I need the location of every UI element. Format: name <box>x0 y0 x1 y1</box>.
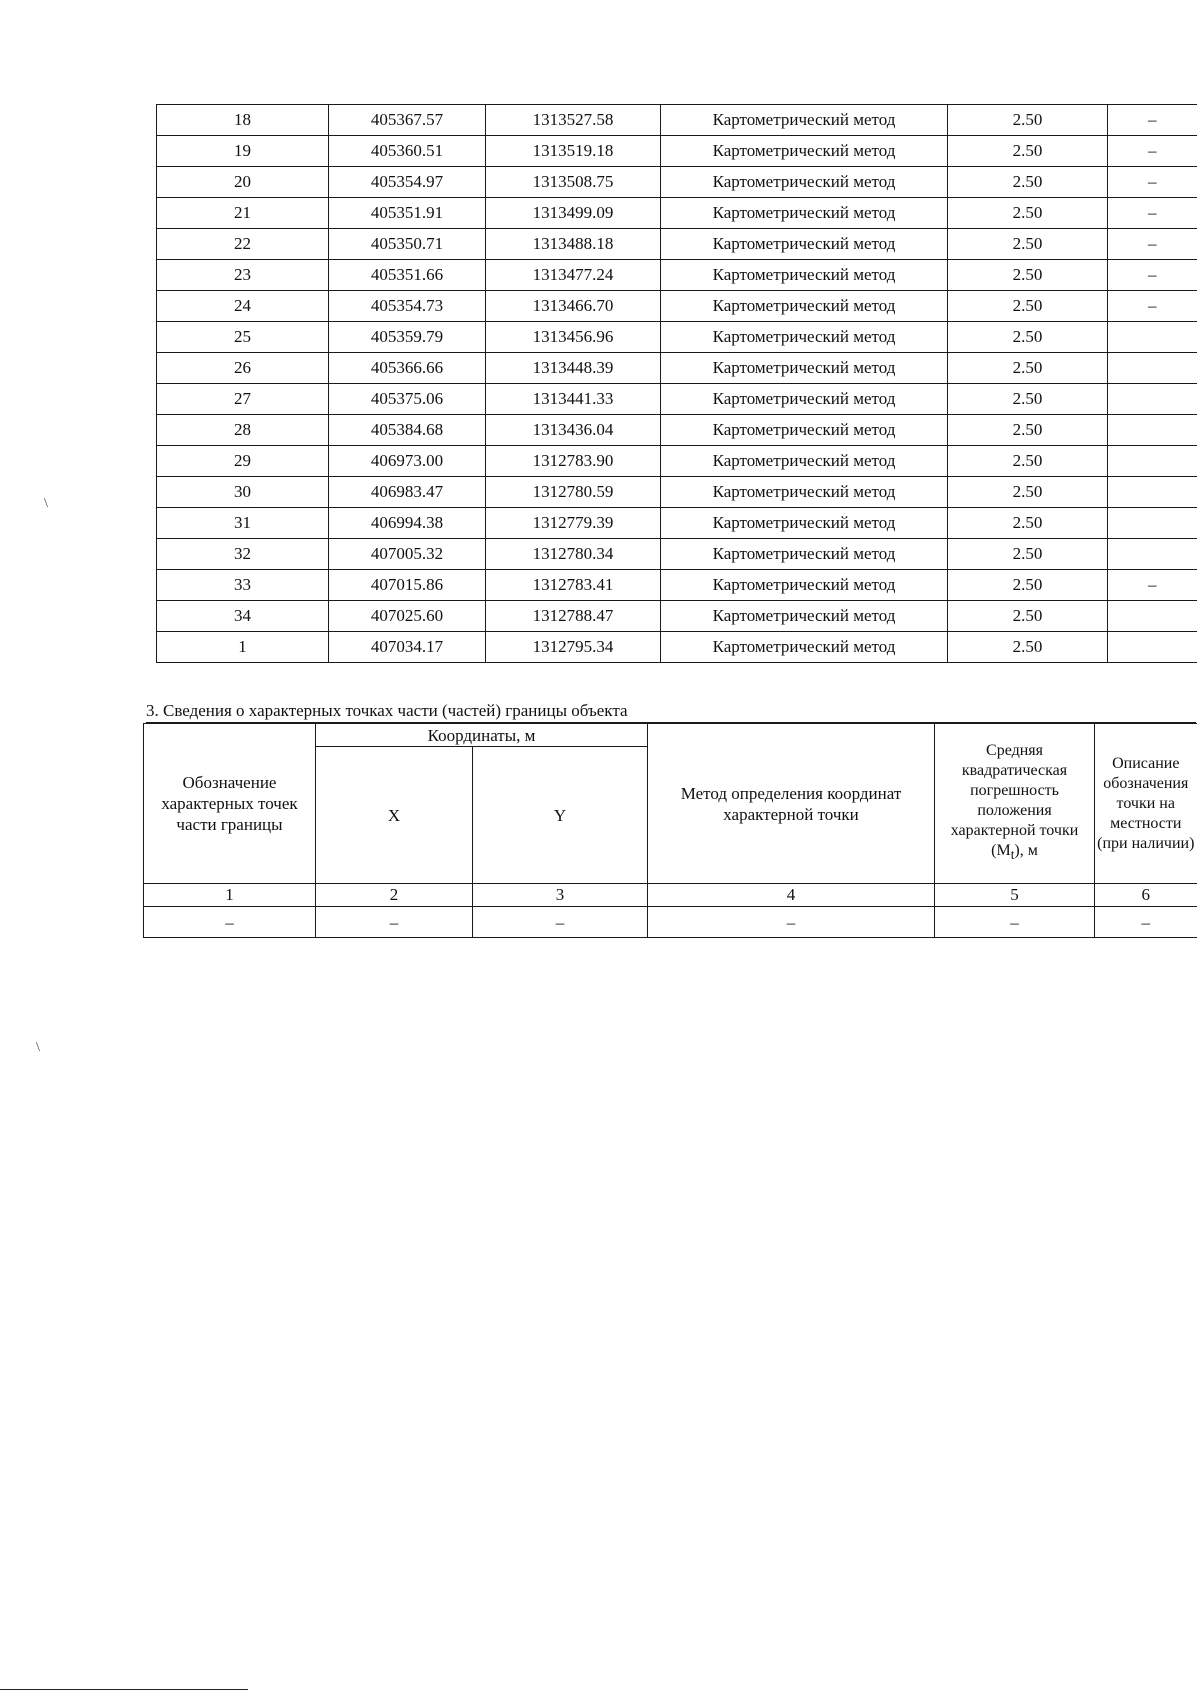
table-row <box>157 198 1197 229</box>
table-row <box>157 260 1197 291</box>
error-cell: 2.50 <box>948 136 1108 167</box>
y-coordinate-cell: 1312780.34 <box>486 539 661 570</box>
table-row <box>157 415 1197 446</box>
error-cell: 2.50 <box>948 539 1108 570</box>
table-row <box>157 136 1197 167</box>
empty-cell: – <box>316 907 473 938</box>
y-coordinate-cell: 1312779.39 <box>486 508 661 539</box>
method-cell: Картометрический метод <box>661 384 948 415</box>
header-error-text: Средняя квадратическая погрешность положения характерной точки (M <box>950 742 1079 860</box>
empty-cell: – <box>1095 907 1197 938</box>
point-number-cell: 23 <box>157 260 329 291</box>
method-cell: Картометрический метод <box>661 353 948 384</box>
method-cell: Картометрический метод <box>661 322 948 353</box>
boundary-points-table <box>156 104 1197 663</box>
point-number-cell: 20 <box>157 167 329 198</box>
section-3-title: 3. Сведения о характерных точках части (частей) границы объекта <box>146 700 1196 723</box>
header-mean-square-error <box>935 724 1095 884</box>
y-coordinate-cell: 1312795.34 <box>486 632 661 663</box>
error-cell: 2.50 <box>948 322 1108 353</box>
method-cell: Картометрический метод <box>661 415 948 446</box>
x-coordinate-cell: 405360.51 <box>329 136 486 167</box>
description-cell: – <box>1108 260 1197 291</box>
description-cell <box>1108 322 1197 353</box>
description-cell: – <box>1108 291 1197 322</box>
x-coordinate-cell: 407005.32 <box>329 539 486 570</box>
x-coordinate-cell: 405384.68 <box>329 415 486 446</box>
x-coordinate-cell: 405359.79 <box>329 322 486 353</box>
y-coordinate-cell: 1313499.09 <box>486 198 661 229</box>
point-number-cell: 22 <box>157 229 329 260</box>
method-cell: Картометрический метод <box>661 229 948 260</box>
x-coordinate-cell: 405367.57 <box>329 105 486 136</box>
table-row <box>157 291 1197 322</box>
point-number-cell: 25 <box>157 322 329 353</box>
y-coordinate-cell: 1313441.33 <box>486 384 661 415</box>
table-row <box>157 539 1197 570</box>
point-number-cell: 34 <box>157 601 329 632</box>
header-designation: Обозначение характерных точек части границы <box>144 724 316 884</box>
y-coordinate-cell: 1312783.90 <box>486 446 661 477</box>
empty-data-row <box>144 907 1197 938</box>
method-cell: Картометрический метод <box>661 508 948 539</box>
x-coordinate-cell: 405350.71 <box>329 229 486 260</box>
error-cell: 2.50 <box>948 105 1108 136</box>
x-coordinate-cell: 406983.47 <box>329 477 486 508</box>
description-cell <box>1108 601 1197 632</box>
method-cell: Картометрический метод <box>661 167 948 198</box>
header-y: Y <box>473 747 648 884</box>
x-coordinate-cell: 405351.91 <box>329 198 486 229</box>
method-cell: Картометрический метод <box>661 632 948 663</box>
empty-cell: – <box>473 907 648 938</box>
description-cell <box>1108 415 1197 446</box>
method-cell: Картометрический метод <box>661 477 948 508</box>
description-cell <box>1108 446 1197 477</box>
table-row <box>157 477 1197 508</box>
column-number: 2 <box>316 884 473 907</box>
error-cell: 2.50 <box>948 260 1108 291</box>
y-coordinate-cell: 1313508.75 <box>486 167 661 198</box>
method-cell: Картометрический метод <box>661 539 948 570</box>
error-cell: 2.50 <box>948 601 1108 632</box>
error-cell: 2.50 <box>948 508 1108 539</box>
error-cell: 2.50 <box>948 632 1108 663</box>
column-number: 6 <box>1095 884 1197 907</box>
header-x: X <box>316 747 473 884</box>
header-method: Метод определения координат характерной точки <box>648 724 935 884</box>
y-coordinate-cell: 1312788.47 <box>486 601 661 632</box>
x-coordinate-cell: 407015.86 <box>329 570 486 601</box>
point-number-cell: 33 <box>157 570 329 601</box>
x-coordinate-cell: 405354.73 <box>329 291 486 322</box>
column-number: 4 <box>648 884 935 907</box>
table-row <box>157 322 1197 353</box>
table-row <box>157 229 1197 260</box>
error-cell: 2.50 <box>948 353 1108 384</box>
header-error-unit: ), м <box>1014 842 1038 860</box>
y-coordinate-cell: 1313488.18 <box>486 229 661 260</box>
description-cell: – <box>1108 570 1197 601</box>
description-cell: – <box>1108 136 1197 167</box>
description-cell: – <box>1108 167 1197 198</box>
method-cell: Картометрический метод <box>661 291 948 322</box>
column-number: 1 <box>144 884 316 907</box>
y-coordinate-cell: 1313448.39 <box>486 353 661 384</box>
point-number-cell: 26 <box>157 353 329 384</box>
boundary-points-body <box>157 105 1197 663</box>
x-coordinate-cell: 405375.06 <box>329 384 486 415</box>
point-number-cell: 31 <box>157 508 329 539</box>
column-numbers-row <box>144 884 1197 907</box>
header-description: Описание обозначения точки на местности (при наличии) <box>1095 724 1197 884</box>
x-coordinate-cell: 407034.17 <box>329 632 486 663</box>
point-number-cell: 32 <box>157 539 329 570</box>
method-cell: Картометрический метод <box>661 260 948 291</box>
boundary-part-points-table <box>143 723 1197 938</box>
footnote-line <box>0 1689 248 1690</box>
x-coordinate-cell: 407025.60 <box>329 601 486 632</box>
table-row <box>157 353 1197 384</box>
column-number: 3 <box>473 884 648 907</box>
table-row <box>157 167 1197 198</box>
table-row <box>157 601 1197 632</box>
table-row <box>157 508 1197 539</box>
method-cell: Картометрический метод <box>661 601 948 632</box>
description-cell: – <box>1108 198 1197 229</box>
error-cell: 2.50 <box>948 415 1108 446</box>
description-cell <box>1108 477 1197 508</box>
empty-cell: – <box>648 907 935 938</box>
empty-cell: – <box>144 907 316 938</box>
method-cell: Картометрический метод <box>661 105 948 136</box>
header-row <box>144 724 1197 747</box>
description-cell <box>1108 353 1197 384</box>
description-cell <box>1108 539 1197 570</box>
point-number-cell: 27 <box>157 384 329 415</box>
description-cell <box>1108 632 1197 663</box>
point-number-cell: 29 <box>157 446 329 477</box>
point-number-cell: 30 <box>157 477 329 508</box>
scan-speck: \ <box>44 496 48 511</box>
point-number-cell: 18 <box>157 105 329 136</box>
description-cell <box>1108 508 1197 539</box>
error-cell: 2.50 <box>948 167 1108 198</box>
y-coordinate-cell: 1313477.24 <box>486 260 661 291</box>
scan-speck: \ <box>36 1040 40 1055</box>
point-number-cell: 19 <box>157 136 329 167</box>
point-number-cell: 24 <box>157 291 329 322</box>
table-row <box>157 446 1197 477</box>
header-error-subscript: t <box>1010 847 1015 863</box>
error-cell: 2.50 <box>948 446 1108 477</box>
method-cell: Картометрический метод <box>661 446 948 477</box>
description-cell: – <box>1108 229 1197 260</box>
column-number: 5 <box>935 884 1095 907</box>
y-coordinate-cell: 1313519.18 <box>486 136 661 167</box>
point-number-cell: 1 <box>157 632 329 663</box>
table-row <box>157 570 1197 601</box>
error-cell: 2.50 <box>948 198 1108 229</box>
y-coordinate-cell: 1313466.70 <box>486 291 661 322</box>
x-coordinate-cell: 406994.38 <box>329 508 486 539</box>
description-cell <box>1108 384 1197 415</box>
empty-cell: – <box>935 907 1095 938</box>
error-cell: 2.50 <box>948 229 1108 260</box>
method-cell: Картометрический метод <box>661 136 948 167</box>
method-cell: Картометрический метод <box>661 570 948 601</box>
header-coordinates: Координаты, м <box>316 724 648 747</box>
y-coordinate-cell: 1313436.04 <box>486 415 661 446</box>
method-cell: Картометрический метод <box>661 198 948 229</box>
table-row <box>157 384 1197 415</box>
point-number-cell: 28 <box>157 415 329 446</box>
table-row <box>157 105 1197 136</box>
x-coordinate-cell: 406973.00 <box>329 446 486 477</box>
point-number-cell: 21 <box>157 198 329 229</box>
table-row <box>157 632 1197 663</box>
description-cell: – <box>1108 105 1197 136</box>
y-coordinate-cell: 1312783.41 <box>486 570 661 601</box>
y-coordinate-cell: 1313456.96 <box>486 322 661 353</box>
x-coordinate-cell: 405354.97 <box>329 167 486 198</box>
y-coordinate-cell: 1313527.58 <box>486 105 661 136</box>
error-cell: 2.50 <box>948 570 1108 601</box>
x-coordinate-cell: 405351.66 <box>329 260 486 291</box>
y-coordinate-cell: 1312780.59 <box>486 477 661 508</box>
error-cell: 2.50 <box>948 477 1108 508</box>
error-cell: 2.50 <box>948 384 1108 415</box>
error-cell: 2.50 <box>948 291 1108 322</box>
x-coordinate-cell: 405366.66 <box>329 353 486 384</box>
